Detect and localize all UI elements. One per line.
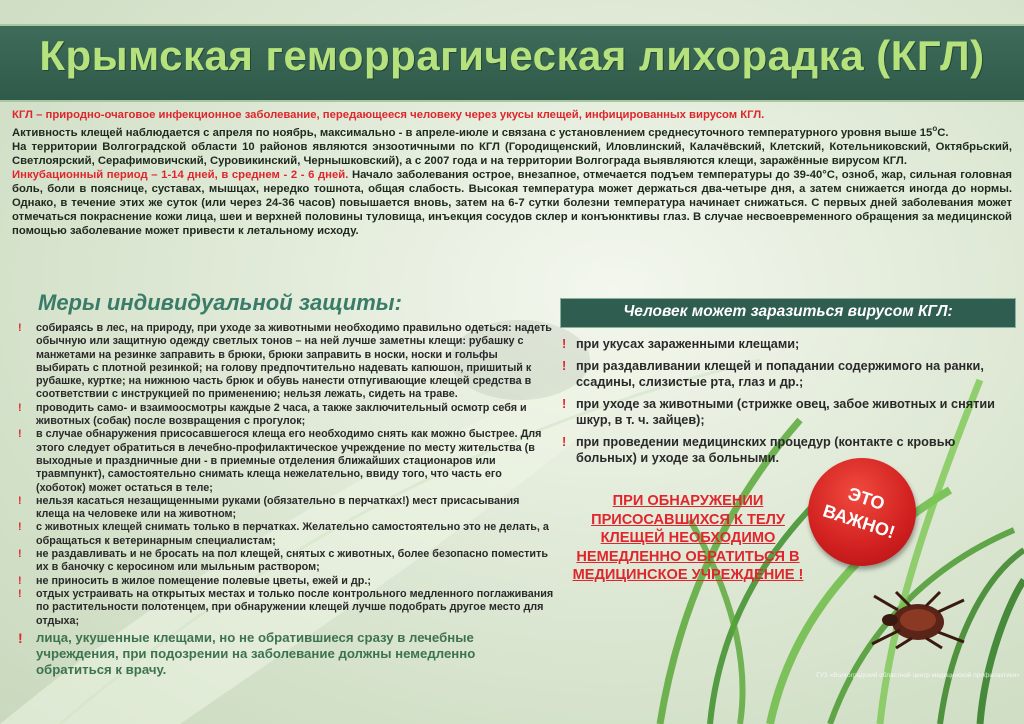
list-item: [562, 396, 1002, 429]
bullet-mark: !: [562, 358, 567, 373]
list-item-text: при раздавливании клещей и попадании содержимого на ранки, ссадины, слизистые рта, глаз и др.;: [576, 358, 984, 389]
list-item-text: не приносить в жилое помещение полевые цветы, ежей и др.;: [36, 574, 371, 587]
list-item: [14, 588, 554, 628]
intro-territory: На территории Волгоградской области 10 районов являются энзоотичными по КГЛ (Городищенский, Иловлинский, Калачёвский, Клетский, Котельниковский, Октябрьский, Светлоярский, Серафимовичский, Суровикинский, Чернышковский), а с 2007 года и на территории Волгограда выявляются клещи, заражённые вирусом КГЛ.: [12, 140, 1012, 167]
list-item: [14, 322, 554, 402]
tick-icon: [860, 590, 970, 650]
list-item-text: собираясь в лес, на природу, при уходе за животными необходимо правильно одеться: надеть обычную или защитную одежду светлых тонов – на ней лучше заметны клещи: рубашку с манжетами на резинке заправить в брюки, брюки заправить в носки, носки и гольфы выбирать с плотной резинкой; на голову предпочтительно надевать капюшон, пришитый к рубашке, куртке; на нижнюю часть брюк и обувь нанести отпугивающие клещей средства в соответствии с инструкцией по применению; нельзя лежать, сидеть на траве.: [36, 322, 552, 401]
badge-text: ЭТО ВАЖНО!: [820, 483, 898, 543]
degree-sign: о: [932, 124, 938, 133]
bullet-mark: !: [18, 494, 22, 507]
intro-incubation-paragraph: [12, 168, 1012, 238]
intro-text: [12, 108, 1012, 238]
intro-definition: КГЛ – природно-очаговое инфекционное заболевание, передающееся человеку через укусы клещей, инфицированных вирусом КГЛ.: [12, 109, 765, 121]
bullet-mark: !: [18, 587, 22, 600]
warning-text: ПРИ ОБНАРУЖЕНИИ ПРИСОСАВШИХСЯ К ТЕЛУ КЛЕЩЕЙ НЕОБХОДИМО НЕМЕДЛЕННО ОБРАТИТЬСЯ В МЕДИЦИНСКОЕ УЧРЕЖДЕНИЕ !: [572, 493, 804, 583]
list-item-final: [14, 630, 554, 678]
bullet-mark: !: [562, 396, 567, 411]
list-item: [14, 521, 554, 548]
list-item-text: отдых устраивать на открытых местах и только после контрольного медленного поглаживания по растительности полотенцем, при обнаружении клещей лучше подобрать другое место для отдыха;: [36, 587, 554, 627]
bullet-mark: !: [18, 574, 22, 587]
bullet-mark: !: [18, 521, 22, 534]
bullet-mark: !: [18, 401, 22, 414]
list-item-text: при уходе за животными (стрижке овец, забое животных и снятии шкур, в т. ч. зайцев);: [576, 396, 995, 427]
bullet-mark: !: [562, 337, 567, 351]
list-item: [14, 495, 554, 522]
bullet-mark: !: [18, 548, 22, 561]
page-title: Крымская геморрагическая лихорадка (КГЛ): [39, 32, 985, 79]
title-bar: [0, 24, 1024, 102]
list-item-text: при укусах зараженными клещами;: [576, 337, 800, 351]
list-item: [14, 575, 554, 588]
list-item: [14, 428, 554, 494]
symptoms-text: Начало заболевания острое, внезапное, отмечается подъем температуры до 39-40°С, озноб, жар, сильная головная боль, боли в пояснице, суставах, мышцах, нередко тошнота, общая слабость. Высокая температура может держаться два-четыре дня, а затем снижается иногда до нормы. Однако, в течение этих же суток (или через 24-36 часов) повышается вновь, затем на 6-7 сутки болезни температура начинает снижаться. С первых дней заболевания может отмечаться покраснение кожи лица, шеи и верхней половины туловища, инъекция сосудов склер и конъюнктивы глаз. В случае несвоевременного обращения за медицинской помощью заболевание может привести к летальному исходу.: [12, 168, 1013, 237]
infection-title: Человек может заразиться вирусом КГЛ:: [623, 303, 953, 320]
activity-unit: С.: [937, 126, 949, 139]
bullet-mark: !: [18, 629, 23, 646]
measures-title: Меры индивидуальной защиты:: [38, 290, 402, 315]
list-item-text: нельзя касаться незащищенными руками (обязательно в перчатках!) мест присасывания клеща на человеке или на животном;: [36, 494, 520, 521]
imprint-logo: ГУЗ «Волгоградский областной центр медицинской профилактики»: [816, 672, 1020, 679]
list-item-text: проводить само- и взаимоосмотры каждые 2 часа, а также заключительный осмотр себя и животных (собак) после возвращения с прогулок;: [36, 401, 527, 428]
list-item-text: с животных клещей снимать только в перчатках. Желательно самостоятельно это не делать, а обращаться к ветеринарным специалистам;: [36, 521, 549, 547]
list-item-text: в случае обнаружения присосавшегося клеща его необходимо снять как можно быстрее. Для этого следует обратиться в лечебно-профилактическое учреждение по месту жительства (в выходные и праздничные дни - в приемные отделения ближайших стационаров или травмпункт), самостоятельно снимать клеща нежелательно, ввиду того, что часть его (хоботок) может остаться в теле;: [36, 428, 542, 494]
bullet-mark: !: [18, 322, 22, 334]
list-item: [562, 434, 1002, 467]
bullet-mark: !: [562, 434, 567, 449]
list-item: [14, 402, 554, 429]
intro-activity: [12, 122, 1012, 140]
activity-text: Активность клещей наблюдается с апреля по ноябрь, максимально - в апреле-июле и связана с установлением среднесуточного температурного уровня выше 15: [12, 126, 933, 139]
list-item: [14, 548, 554, 575]
list-item-text: лица, укушенные клещами, но не обратившиеся сразу в лечебные учреждения, при подозрении на заболевание должны немедленно обратиться к врачу.: [36, 629, 476, 677]
list-item: [562, 358, 1002, 391]
measures-list: [14, 322, 554, 678]
list-item-text: при проведении медицинских процедур (контакте с кровью больных) и уходе за больными.: [576, 434, 956, 465]
list-item-text: не раздавливать и не бросать на пол клещей, снятых с животных, более безопасно поместить их в баночку с керосином или мыльным раствором;: [36, 548, 548, 574]
incubation-period: Инкубационный период – 1-14 дней, в среднем - 2 - 6 дней.: [12, 168, 349, 181]
list-item: [562, 336, 1002, 353]
bullet-mark: !: [18, 428, 22, 441]
infection-header: [560, 298, 1016, 328]
infection-list: [562, 336, 1002, 472]
